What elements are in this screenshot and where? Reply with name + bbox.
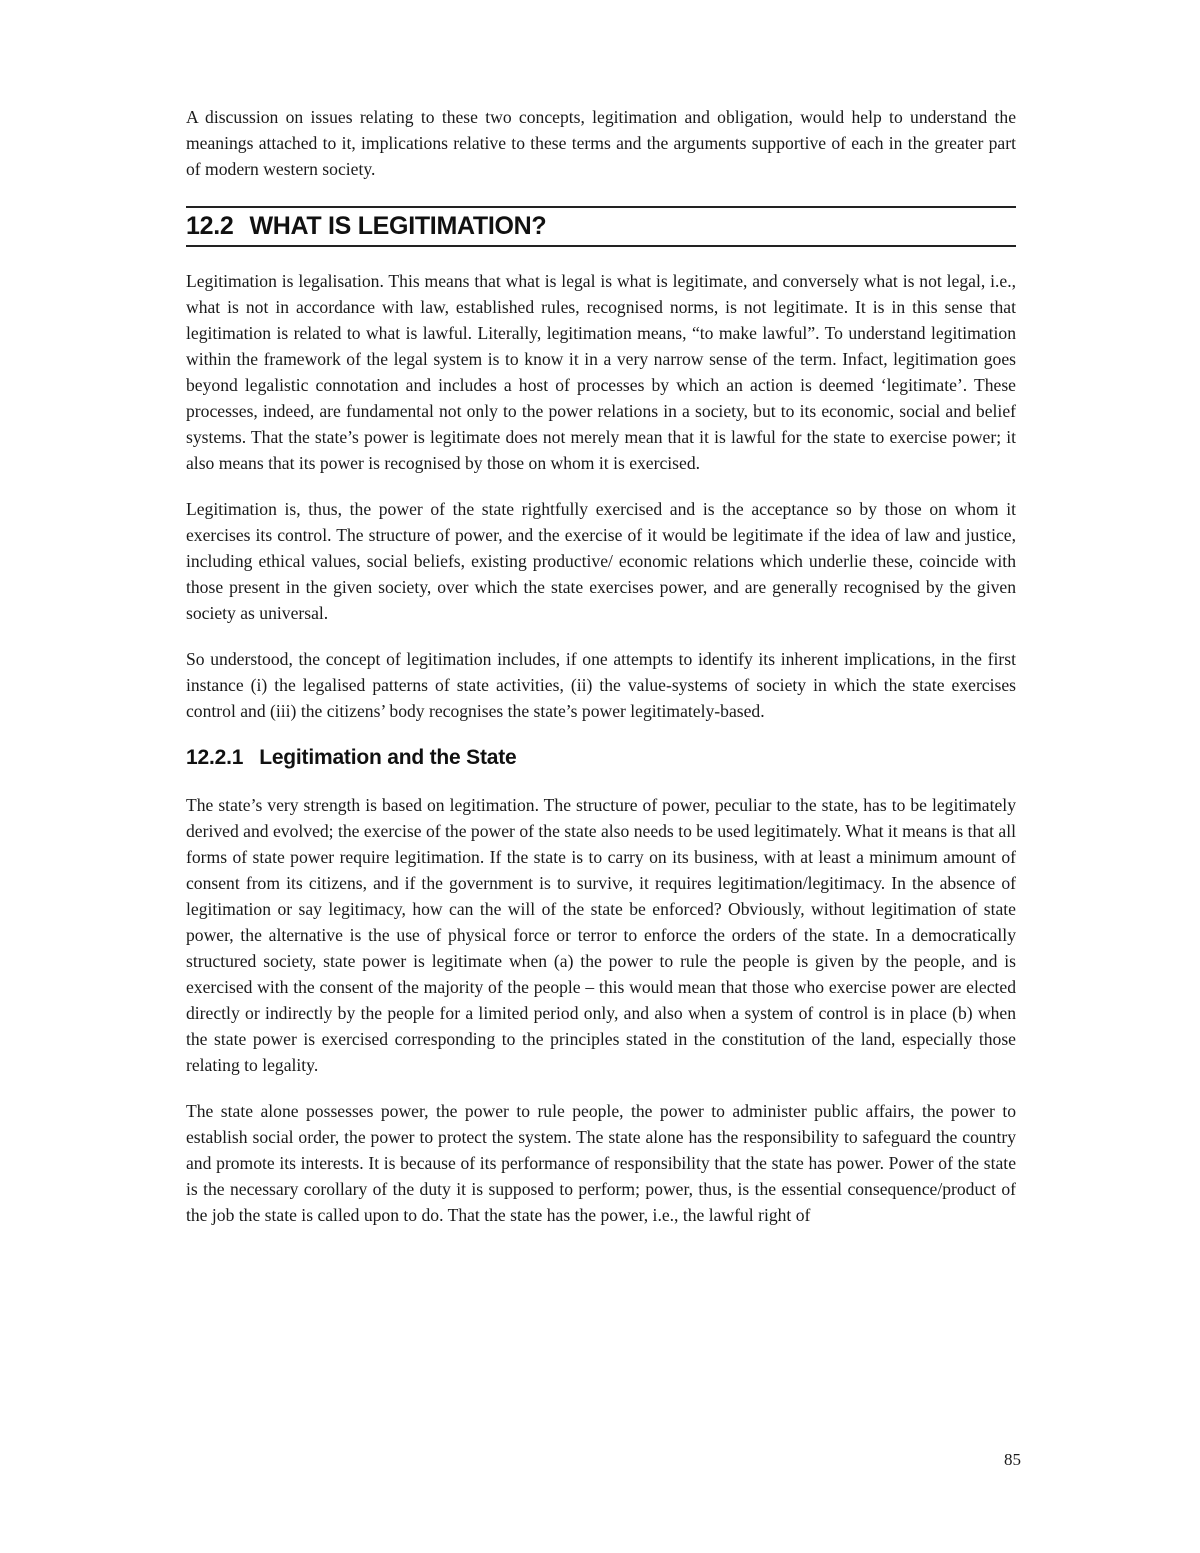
page-number: 85	[1004, 1450, 1021, 1469]
section-paragraph-2: Legitimation is, thus, the power of the state rightfully exercised and is the acceptance so by those on whom it exercises its control. The structure of power, and the exercise of it would be legitimate if the idea of law and justice, including ethical values, social beliefs, existing productive/ economic relations which underlie these, coincide with those present in the given society, over which the state exercises power, and are generally recognised by the given society as universal.	[186, 499, 1016, 623]
section-number: 12.2	[186, 212, 234, 240]
subsection-title-text: Legitimation and the State	[259, 746, 517, 769]
subsection-title	[186, 744, 1016, 772]
page-content	[186, 104, 1016, 1228]
intro-paragraph: A discussion on issues relating to these two concepts, legitimation and obligation, would help to understand the meanings attached to it, implications relative to these terms and the arguments supportive of each in the greater part of modern western society.	[186, 107, 1016, 179]
section-heading	[186, 206, 1016, 247]
section-title-text: WHAT IS LEGITIMATION?	[249, 212, 547, 240]
section-paragraph-3: So understood, the concept of legitimation includes, if one attempts to identify its inherent implications, in the first instance (i) the legalised patterns of state activities, (ii) the value-systems of society in which the state exercises control and (iii) the citizens’ body recognises the state’s power legitimately-based.	[186, 649, 1016, 721]
section-paragraph-1: Legitimation is legalisation. This means that what is legal is what is legitimate, and conversely what is not legal, i.e., what is not in accordance with law, established rules, recognised norms, is not legitimate. It is in this sense that legitimation is related to what is lawful. Literally, legitimation means, “to make lawful”. To understand legitimation within the framework of the legal system is to know it in a very narrow sense of the term. Infact, legitimation goes beyond legalistic connotation and includes a host of processes by which an action is deemed ‘legitimate’. These processes, indeed, are fundamental not only to the power relations in a society, but to its economic, social and belief systems. That the state’s power is legitimate does not merely mean that it is lawful for the state to exercise power; it also means that its power is recognised by those on whom it is exercised.	[186, 271, 1016, 473]
subsection-paragraph-2: The state alone possesses power, the power to rule people, the power to administer public affairs, the power to establish social order, the power to protect the system. The state alone has the responsibility to safeguard the country and promote its interests. It is because of its performance of responsibility that the state has power. Power of the state is the necessary corollary of the duty it is supposed to perform; power, thus, is the essential consequence/product of the job the state is called upon to do. That the state has the power, i.e., the lawful right of	[186, 1101, 1016, 1225]
subsection-paragraph-1: The state’s very strength is based on legitimation. The structure of power, peculiar to the state, has to be legitimately derived and evolved; the exercise of the power of the state also needs to be used legitimately. What it means is that all forms of state power require legitimation. If the state is to carry on its business, with at least a minimum amount of consent from its citizens, and if the government is to survive, it requires legitimation/legitimacy. In the absence of legitimation or say legitimacy, how can the will of the state be enforced? Obviously, without legitimation of state power, the alternative is the use of physical force or terror to enforce the orders of the state. In a democratically structured society, state power is legitimate when (a) the power to rule the people is given by the people, and is exercised with the consent of the majority of the people – this would mean that those who exercise power are elected directly or indirectly by the people for a limited period only, and also when a system of control is in place (b) when the state power is exercised corresponding to the principles stated in the constitution of the land, especially those relating to legality.	[186, 795, 1016, 1075]
subsection-number: 12.2.1	[186, 746, 244, 769]
section-title	[186, 211, 1016, 241]
